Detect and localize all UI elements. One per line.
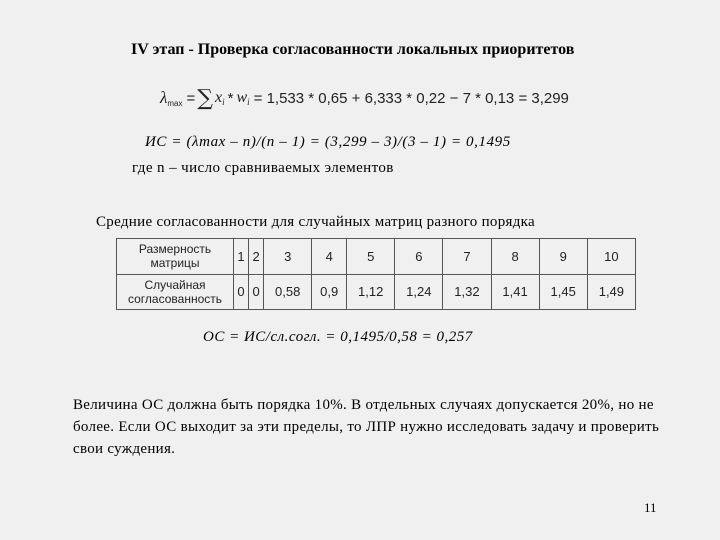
value-cell: 1,49 [587, 274, 635, 310]
row-header-size-line2: матрицы [150, 256, 200, 271]
table-caption: Средние согласованности для случайных матриц разного порядка [96, 214, 535, 230]
size-cell: 1 [234, 239, 249, 275]
value-cell: 1,32 [443, 274, 491, 310]
row-header-rc-line1: Случайная [144, 277, 206, 292]
formula-x-subscript: i [222, 97, 225, 107]
formula-x: x [214, 89, 223, 106]
row-header-random-consistency [117, 274, 234, 310]
consistency-ratio-formula: ОС = ИС/сл.согл. = 0,1495/0,58 = 0,257 [203, 329, 473, 345]
slide-title: IV этап - Проверка согласованности локальных приоритетов [131, 41, 575, 58]
random-consistency-table [116, 238, 636, 310]
row-header-rc-line2: согласованность [128, 291, 222, 306]
formula-w: w [236, 89, 248, 106]
lambda-max-formula [160, 83, 569, 113]
formula-rhs: = 1,533 * 0,65 + 6,333 * 0,22 − 7 * 0,13 = 3,299 [253, 89, 569, 107]
value-cell: 1,41 [491, 274, 539, 310]
size-cell: 7 [443, 239, 491, 275]
consistency-index-formula: ИС = (λmax – n)/(n – 1) = (3,299 – 3)/(3 – 1) = 0,1495 [145, 134, 511, 150]
value-cell: 1,24 [395, 274, 443, 310]
value-cell: 0,58 [264, 274, 312, 310]
size-cell: 3 [264, 239, 312, 275]
table-row-size [117, 239, 636, 275]
where-note: где n – число сравниваемых элементов [132, 160, 394, 176]
size-cell: 2 [249, 239, 264, 275]
value-cell: 0 [234, 274, 249, 310]
value-cell: 1,45 [539, 274, 587, 310]
size-cell: 10 [587, 239, 635, 275]
row-header-size-line1: Размерность [138, 242, 212, 257]
page-number: 11 [644, 500, 657, 515]
conclusion-paragraph: Величина ОС должна быть порядка 10%. В отдельных случаях допускается 20%, но не более. Если ОС выходит за эти пределы, то ЛПР нужно исследовать задачу и проверить свои суждения. [73, 397, 660, 457]
value-cell: 0 [249, 274, 264, 310]
size-cell: 9 [539, 239, 587, 275]
row-header-size [117, 239, 234, 275]
size-cell: 8 [491, 239, 539, 275]
formula-times: * [227, 89, 234, 107]
formula-lambda: λ [160, 88, 168, 107]
value-cell: 1,12 [347, 274, 395, 310]
formula-sum-symbol: ∑ [197, 85, 213, 111]
size-cell: 6 [395, 239, 443, 275]
formula-lambda-subscript: max [167, 98, 183, 108]
size-cell: 4 [312, 239, 347, 275]
table-row-random-consistency [117, 274, 636, 310]
formula-w-subscript: i [247, 97, 250, 107]
formula-equals: = [186, 89, 196, 107]
value-cell: 0,9 [312, 274, 347, 310]
size-cell: 5 [347, 239, 395, 275]
